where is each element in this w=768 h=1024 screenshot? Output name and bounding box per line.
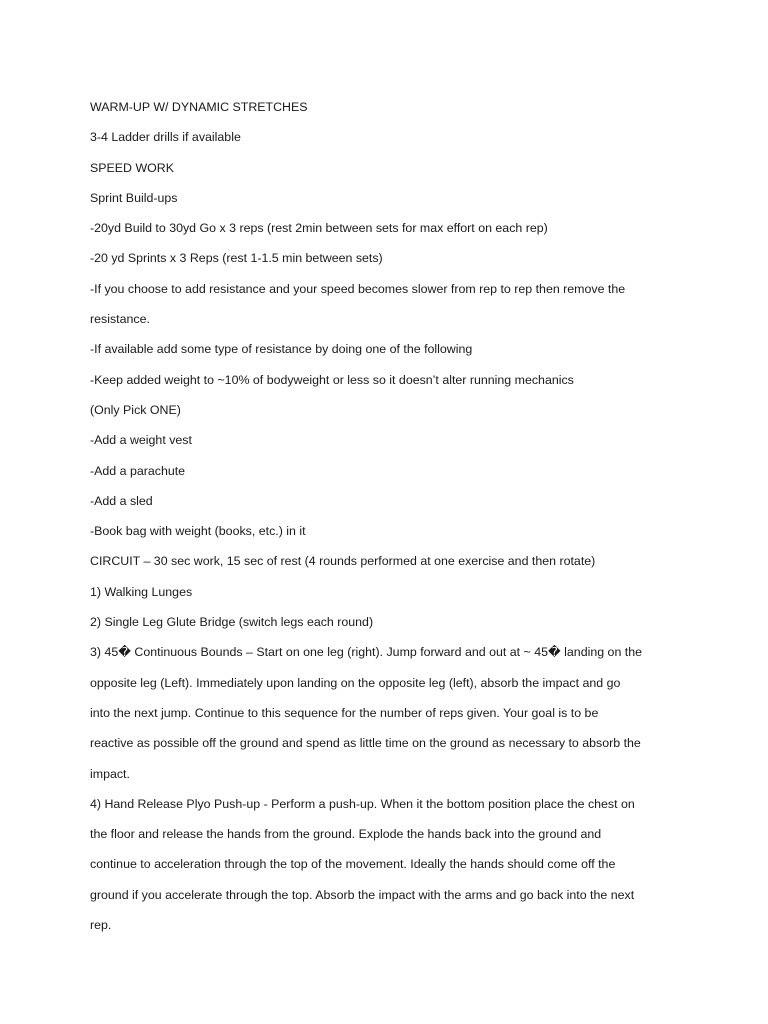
paragraph-line: impact. xyxy=(90,766,130,781)
text-line: -Keep added weight to ~10% of bodyweight or less so it doesn’t alter running mechanics xyxy=(90,372,574,387)
paragraph-line: continue to acceleration through the top of the movement. Ideally the hands should come off the xyxy=(90,857,616,872)
paragraph-line: 4) Hand Release Plyo Push-up - Perform a push-up. When it the bottom position place the chest on xyxy=(90,796,635,811)
list-item: -Add a sled xyxy=(90,493,153,508)
list-item: 2) Single Leg Glute Bridge (switch legs each round) xyxy=(90,615,374,630)
text-line: -If available add some type of resistance by doing one of the following xyxy=(90,342,473,357)
paragraph-line: into the next jump. Continue to this sequence for the number of reps given. Your goal is to be xyxy=(90,705,599,720)
text-line: (Only Pick ONE) xyxy=(90,402,181,417)
text-line: Sprint Build-ups xyxy=(90,190,178,205)
paragraph-line: the floor and release the hands from the ground. Explode the hands back into the ground and xyxy=(90,827,602,842)
paragraph-line: 3) 45� Continuous Bounds – Start on one leg (right). Jump forward and out at ~ 45� landing on the xyxy=(90,645,643,660)
text-line: -20 yd Sprints x 3 Reps (rest 1-1.5 min between sets) xyxy=(90,251,383,266)
list-item: -Add a parachute xyxy=(90,463,186,478)
paragraph-line: rep. xyxy=(90,918,112,933)
text-line: -If you choose to add resistance and your speed becomes slower from rep to rep then remove the xyxy=(90,281,626,296)
heading-speed-work: SPEED WORK xyxy=(90,160,174,175)
paragraph-line: opposite leg (Left). Immediately upon landing on the opposite leg (left), absorb the impact and go xyxy=(90,675,621,690)
heading-circuit: CIRCUIT – 30 sec work, 15 sec of rest (4 rounds performed at one exercise and then rotate) xyxy=(90,554,596,569)
document-page xyxy=(90,92,690,940)
list-item: -Book bag with weight (books, etc.) in it xyxy=(90,524,306,539)
list-item: 1) Walking Lunges xyxy=(90,584,193,599)
text-line: 3-4 Ladder drills if available xyxy=(90,130,241,145)
paragraph-line: ground if you accelerate through the top. Absorb the impact with the arms and go back into the next xyxy=(90,887,635,902)
list-item: -Add a weight vest xyxy=(90,433,192,448)
paragraph-line: reactive as possible off the ground and spend as little time on the ground as necessary to absorb the xyxy=(90,736,641,751)
text-line: resistance. xyxy=(90,312,150,327)
text-line: -20yd Build to 30yd Go x 3 reps (rest 2min between sets for max effort on each rep) xyxy=(90,221,548,236)
heading-warm-up: WARM-UP W/ DYNAMIC STRETCHES xyxy=(90,100,308,114)
